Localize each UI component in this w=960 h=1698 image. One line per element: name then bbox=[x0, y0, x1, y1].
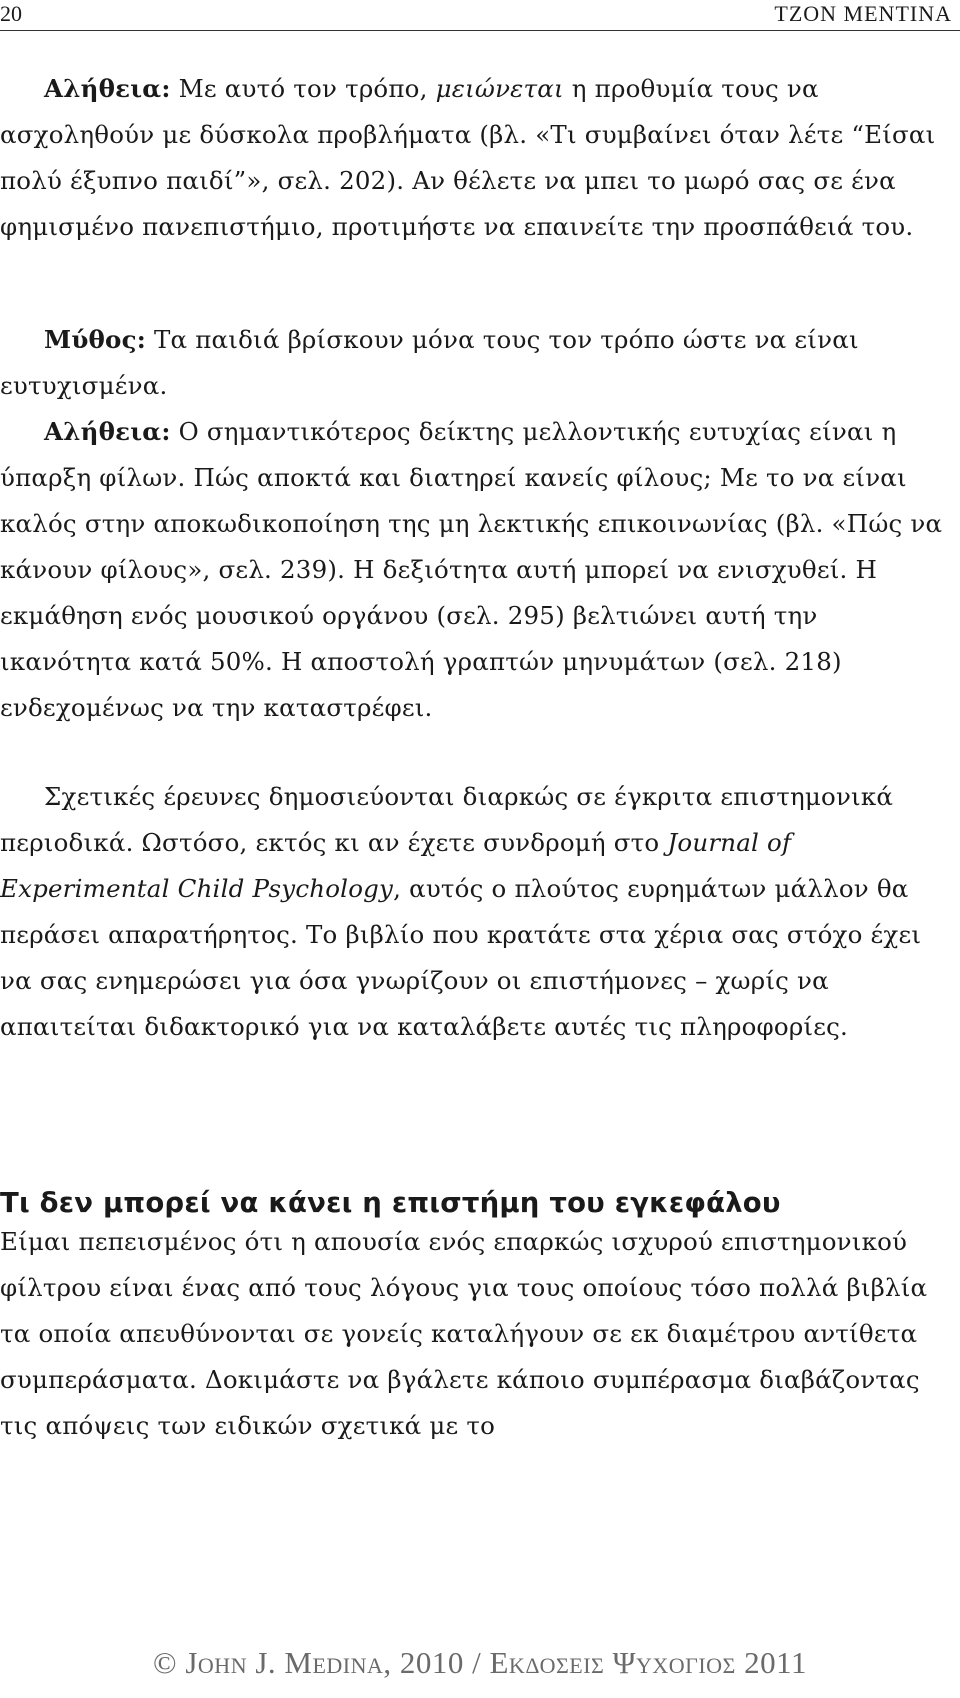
page-number: 20 bbox=[0, 1, 22, 26]
emphasis-text: μειώνεται bbox=[435, 74, 564, 103]
page-header bbox=[0, 0, 960, 30]
journal-title: Journal of Experimental Child Psychology bbox=[0, 828, 792, 903]
truth-paragraph-1 bbox=[0, 66, 955, 250]
section-heading: Τι δεν μπορεί να κάνει η επιστήμη του εγκεφάλου bbox=[0, 1187, 781, 1219]
section-body: Είμαι πεπεισμένος ότι η απουσία ενός επαρκώς ισχυρού επιστημονικού φίλτρου είναι ένας από τους λόγους για τους οποίους τόσο πολλά βιβλία τα οποία απευθύνονται σε γονείς καταλήγουν σε εκ διαμέτρου αντίθετα συμπεράσματα. Δοκιμάστε να βγάλετε κάποιο συμπέρασμα διαβάζοντας τις απόψεις των ειδικών σχετικά με το bbox=[0, 1227, 928, 1440]
text-segment: η προθυμία τους να ασχοληθούν με δύσκολα προβλήματα (βλ. «Τι συμβαίνει όταν λέτε “Είσαι πολύ έξυπνο παιδί”», σελ. 202). Αν θέλετε να μπει το μωρό σας σε ένα φημισμένο πανεπιστήμιο, προτιμήστε να επαινείτε την προσπάθειά του. bbox=[0, 74, 936, 241]
text-segment: Σχετικές έρευνες δημοσιεύονται διαρκώς σε έγκριτα επιστημονικά περιοδικά. Ωστόσο, εκτός κι αν έχετε συνδρομή στο bbox=[0, 782, 894, 857]
running-title: ΤΖΟΝ ΜΕΝΤΙΝΑ bbox=[774, 1, 952, 26]
myth-paragraph bbox=[0, 317, 955, 409]
text-segment: , αυτός ο πλούτος ευρημάτων μάλλον θα περάσει απαρατήρητος. Το βιβλίο που κρατάτε στα χέρια σας στόχο έχει να σας ενημερώσει για όσα γνωρίζουν οι επιστήμονες – χωρίς να απαιτείται διδακτορικό για να καταλάβετε αυτές τις πληροφορίες. bbox=[0, 874, 922, 1041]
truth-paragraph-2 bbox=[0, 409, 955, 731]
truth-label: Αλήθεια: bbox=[44, 417, 171, 446]
myth-truth-block bbox=[0, 317, 955, 731]
text-segment: Με αυτό τον τρόπο, bbox=[170, 74, 436, 103]
research-paragraph bbox=[0, 774, 955, 1050]
myth-text: Τα παιδιά βρίσκουν μόνα τους τον τρόπο ώστε να είναι ευτυχισμένα. bbox=[0, 325, 859, 400]
myth-label: Μύθος: bbox=[44, 325, 146, 354]
truth-text: Ο σημαντικότερος δείκτης μελλοντικής ευτυχίας είναι η ύπαρξη φίλων. Πώς αποκτά και διατηρεί κανείς φίλους; Με το να είναι καλός στην αποκωδικοποίηση της μη λεκτικής επικοινωνίας (βλ. «Πώς να κάνουν φίλους», σελ. 239). Η δεξιότητα αυτή μπορεί να ενισχυθεί. Η εκμάθηση ενός μουσικού οργάνου (σελ. 295) βελτιώνει αυτή την ικανότητα κατά 50%. Η αποστολή γραπτών μηνυμάτων (σελ. 218) ενδεχομένως να την καταστρέφει. bbox=[0, 417, 943, 722]
truth-label: Αλήθεια: bbox=[44, 74, 171, 103]
header-rule bbox=[0, 30, 960, 31]
copyright-footer: © John J. Medina, 2010 / Εκδοσεις Ψυχογιος 2011 bbox=[153, 1645, 807, 1680]
